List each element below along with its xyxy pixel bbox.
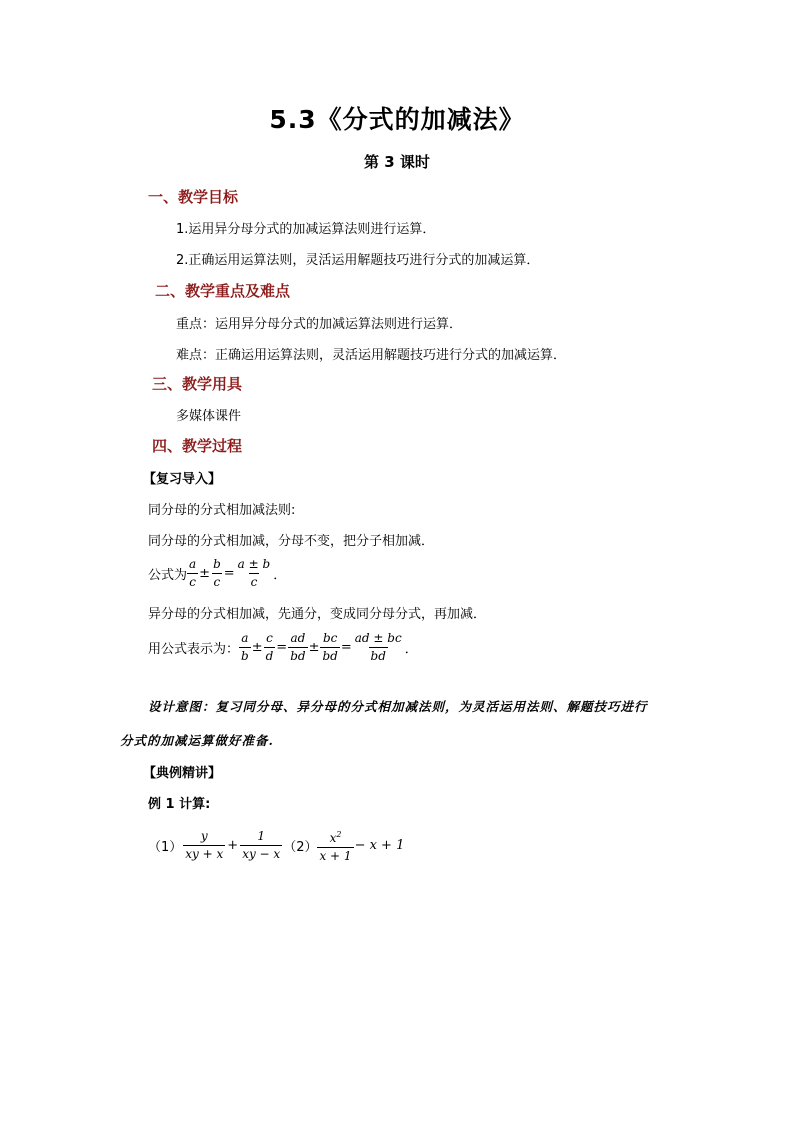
design-intent-line-1: 设计意图：复习同分母、异分母的分式相加减法则，为灵活运用法则、解题技巧进行 (148, 699, 648, 714)
fraction-ad-over-bd: $\frac{ad}{bd}$ (290, 631, 306, 663)
problem-1-fraction-2: $\frac{1}{xy - x}$ (242, 829, 281, 861)
objective-item-1: 1.运用异分母分式的加减运算法则进行运算． (176, 222, 436, 237)
section-heading-process: 四、教学过程 (152, 437, 243, 455)
examples-heading: 【典例精讲】 (143, 766, 222, 781)
fraction-result: $\frac{a \pm b}{c}$ (237, 557, 271, 589)
example-1-label: 例 1 计算: (148, 797, 211, 812)
lesson-subtitle: 第 3 课时 (364, 153, 430, 171)
fraction-bc-over-bd: $\frac{bc}{bd}$ (322, 631, 338, 663)
formula2-prefix: 用公式表示为： (148, 642, 240, 657)
review-heading: 【复习导入】 (143, 472, 222, 487)
fraction-combined: $\frac{ad \pm bc}{bd}$ (354, 631, 402, 663)
design-intent-line-2: 分式的加减运算做好准备. (120, 733, 274, 748)
section-heading-objectives: 一、教学目标 (148, 188, 239, 206)
formula-different-denominator: 用公式表示为： $\frac{a}{b}$ ± $\frac{c}{d}$ = $\frac{ad}{bd}$ ± $\frac{bc}{bd}$ = $\frac{ad \pm bc}{bd}$ ． (148, 631, 418, 663)
section-heading-key-points: 二、教学重点及难点 (155, 282, 291, 300)
page-title: 5.3《分式的加减法》 (269, 105, 525, 134)
fraction-a-over-b: $\frac{a}{b}$ (241, 631, 249, 663)
fraction-c-over-d: $\frac{c}{d}$ (265, 631, 274, 663)
section-heading-tools: 三、教学用具 (152, 375, 243, 393)
problem-1-fraction-1: $\frac{y}{xy + x}$ (185, 829, 224, 861)
problem-1-label: （1） (148, 840, 183, 855)
tools-text: 多媒体课件 (176, 409, 242, 424)
objective-item-2: 2.正确运用运算法则，灵活运用解题技巧进行分式的加减运算． (176, 253, 540, 268)
fraction-a-over-c: $\frac{a}{c}$ (189, 557, 197, 589)
key-point-text: 重点：运用异分母分式的加减运算法则进行运算． (176, 317, 463, 332)
problem-2-tail: − x + 1 (354, 838, 405, 853)
example-1-problems: （1） $\frac{y}{xy + x}$ + $\frac{1}{xy - x}$ （2） $\frac{x^2}{x + 1}$ − x + 1 (148, 826, 405, 865)
problem-2-label: （2） (283, 840, 318, 855)
rule-title: 同分母的分式相加减法则: (148, 503, 296, 518)
fraction-b-over-c: $\frac{b}{c}$ (213, 557, 221, 589)
formula-same-denominator: 公式为 $\frac{a}{c}$ ± $\frac{b}{c}$ = $\frac{a \pm b}{c}$ ． (148, 557, 287, 589)
difficulty-text: 难点：正确运用运算法则，灵活运用解题技巧进行分式的加减运算． (176, 348, 567, 363)
formula1-prefix: 公式为 (148, 568, 188, 583)
problem-2-fraction: $\frac{x^2}{x + 1}$ (319, 830, 352, 863)
rule-same-denominator: 同分母的分式相加减，分母不变，把分子相加减． (148, 534, 435, 549)
rule-different-denominator: 异分母的分式相加减，先通分，变成同分母分式，再加减． (148, 607, 487, 622)
